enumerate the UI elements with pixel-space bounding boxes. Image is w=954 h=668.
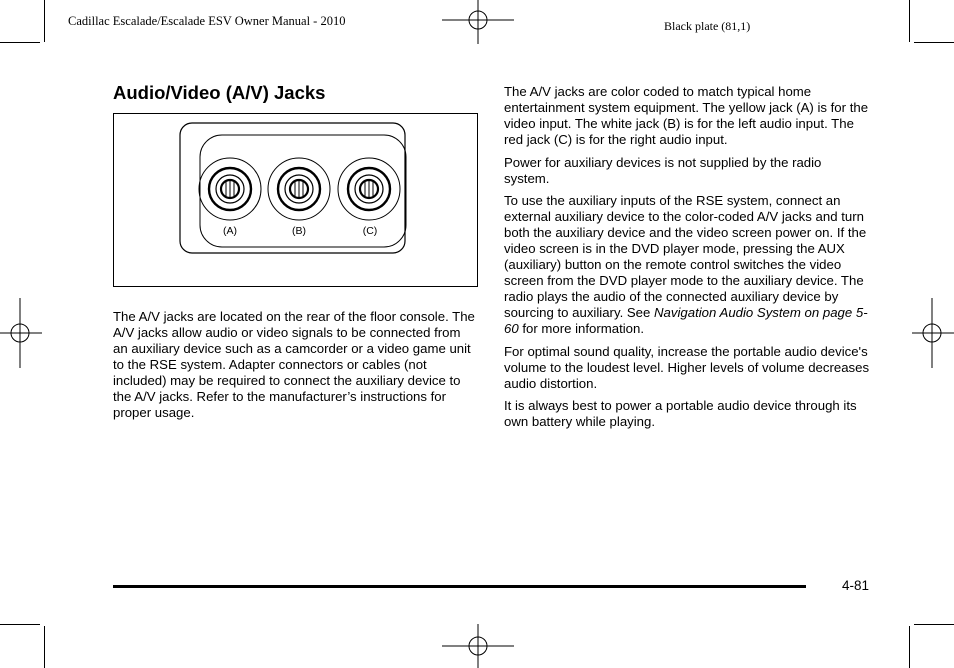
- paragraph: The A/V jacks are located on the rear of the floor console. The A/V jacks allow audio or video signals to be connected from an auxiliary device such as a camcorder or a video game unit to the RSE system. Adapter connectors or cables (not included) may be required to connect the auxiliary device to the A/V jacks. Refer to the manufacturer’s instructions for proper usage.: [113, 309, 475, 420]
- right-column: [504, 84, 870, 437]
- registration-mark-right: [910, 296, 954, 370]
- paragraph: It is always best to power a portable audio device through its own battery while playing.: [504, 398, 857, 429]
- av-jacks-illustration: [114, 114, 479, 288]
- crop-mark: [44, 626, 45, 668]
- registration-mark-top: [440, 0, 516, 46]
- jack-b: [268, 158, 330, 220]
- footer-rule: [113, 585, 806, 588]
- jack-a: [199, 158, 261, 220]
- left-column: [113, 309, 475, 428]
- plate-label: Black plate (81,1): [664, 19, 751, 33]
- paragraph: [504, 193, 870, 337]
- registration-mark-bottom: [440, 622, 516, 668]
- cross-reference-link[interactable]: Navigation Audio System on page 5-60: [504, 305, 868, 336]
- crop-mark: [909, 626, 910, 668]
- paragraph-text: To use the auxiliary inputs of the RSE system, connect an external auxiliary device to the color-coded A/V jacks and turn both the auxiliary device and the video screen power on. If the video screen is in the DVD player mode, pressing the AUX (auxiliary) button on the remote control switches the video screen from the DVD player mode to the auxiliary device. The radio plays the audio of the connected auxiliary device by sourcing to auxiliary. See: [504, 193, 867, 320]
- crop-mark: [0, 42, 40, 43]
- crop-mark: [0, 624, 40, 625]
- section-title: Audio/Video (A/V) Jacks: [113, 82, 326, 103]
- crop-mark: [914, 624, 954, 625]
- jack-c: [338, 158, 400, 220]
- crop-mark: [914, 42, 954, 43]
- jack-label-c: (C): [362, 225, 378, 237]
- jack-label-b: (B): [292, 225, 306, 237]
- paragraph-text: for more information.: [518, 321, 644, 336]
- registration-mark-left: [0, 296, 44, 370]
- paragraph: Power for auxiliary devices is not supplied by the radio system.: [504, 154, 822, 186]
- page-number: 4-81: [842, 578, 870, 593]
- crop-mark: [909, 0, 910, 42]
- paragraph: The A/V jacks are color coded to match typical home entertainment system equipment. The yellow jack (A) is for the video input. The white jack (B) is for the left audio input. The red jack (C) is for the right audio input.: [504, 84, 869, 147]
- crop-mark: [44, 0, 45, 42]
- paragraph: For optimal sound quality, increase the portable audio device's volume to the loudest level. Higher levels of volume decreases audio distortion.: [504, 343, 870, 391]
- running-head: Cadillac Escalade/Escalade ESV Owner Manual - 2010: [68, 14, 346, 28]
- av-jacks-figure: [113, 113, 478, 287]
- jack-label-a: (A): [223, 225, 237, 237]
